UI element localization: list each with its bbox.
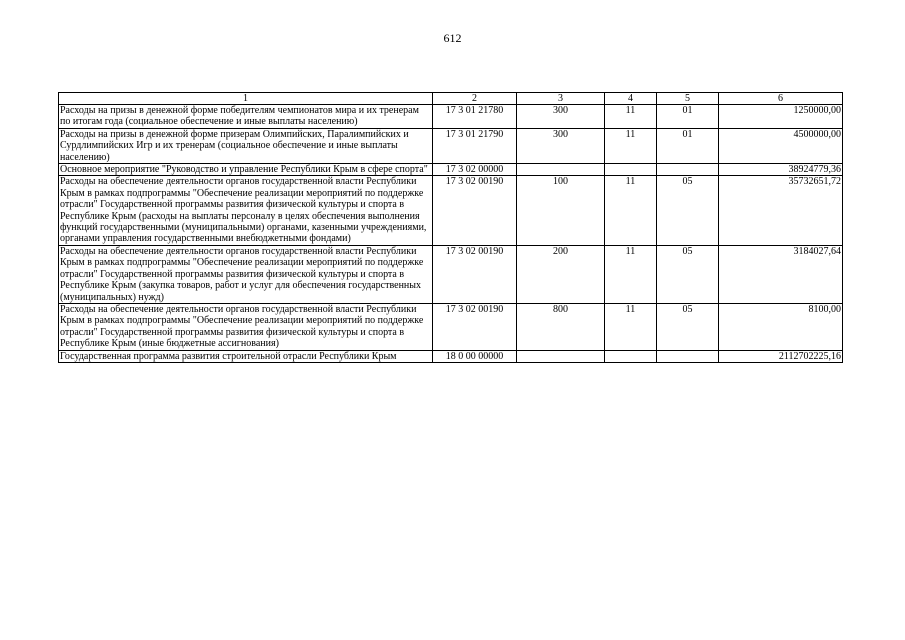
row-expense-type: 300 xyxy=(517,105,605,129)
table-row xyxy=(59,350,843,362)
row-target-code: 17 3 02 00000 xyxy=(433,164,517,176)
row-section: 11 xyxy=(605,176,657,245)
row-subsection xyxy=(657,164,719,176)
column-header-4: 4 xyxy=(605,93,657,105)
row-subsection: 01 xyxy=(657,128,719,163)
row-target-code: 18 0 00 00000 xyxy=(433,350,517,362)
row-amount: 2112702225,16 xyxy=(719,350,843,362)
row-target-code: 17 3 01 21780 xyxy=(433,105,517,129)
row-name: Расходы на призы в денежной форме призерам Олимпийских, Паралимпийских и Сурдлимпийских Игр и их тренерам (социальное обеспечение и иные выплаты населению) xyxy=(59,128,433,163)
table-row xyxy=(59,128,843,163)
row-expense-type: 200 xyxy=(517,245,605,303)
row-amount: 35732651,72 xyxy=(719,176,843,245)
page-number: 612 xyxy=(443,31,462,45)
row-section: 11 xyxy=(605,128,657,163)
row-name: Государственная программа развития строительной отрасли Республики Крым xyxy=(59,350,433,362)
row-section xyxy=(605,164,657,176)
column-header-5: 5 xyxy=(657,93,719,105)
row-target-code: 17 3 02 00190 xyxy=(433,303,517,350)
column-header-2: 2 xyxy=(433,93,517,105)
row-amount: 1250000,00 xyxy=(719,105,843,129)
budget-table xyxy=(58,92,843,363)
row-amount: 38924779,36 xyxy=(719,164,843,176)
row-subsection xyxy=(657,350,719,362)
row-name: Основное мероприятие "Руководство и управление Республики Крым в сфере спорта" xyxy=(59,164,433,176)
row-expense-type xyxy=(517,164,605,176)
column-header-1: 1 xyxy=(59,93,433,105)
column-header-6: 6 xyxy=(719,93,843,105)
row-section xyxy=(605,350,657,362)
row-name: Расходы на обеспечение деятельности органов государственной власти Республики Крым в рамках подпрограммы "Обеспечение реализации мероприятий по поддержке отрасли" Государственной программы развития физической культуры и спорта в Республике Крым (расходы на выплаты персоналу в целях обеспечения выполнения функций государственными (муниципальными) органами, казенными учреждениями, органами управления государственными внебюджетными фондами) xyxy=(59,176,433,245)
table-row xyxy=(59,176,843,245)
row-subsection: 05 xyxy=(657,176,719,245)
row-expense-type: 800 xyxy=(517,303,605,350)
row-section: 11 xyxy=(605,245,657,303)
row-target-code: 17 3 02 00190 xyxy=(433,176,517,245)
row-name: Расходы на обеспечение деятельности органов государственной власти Республики Крым в рамках подпрограммы "Обеспечение реализации мероприятий по поддержке отрасли" Государственной программы развития физической культуры и спорта в Республике Крым (иные бюджетные ассигнования) xyxy=(59,303,433,350)
column-header-3: 3 xyxy=(517,93,605,105)
row-expense-type xyxy=(517,350,605,362)
header-row xyxy=(59,93,843,105)
row-section: 11 xyxy=(605,105,657,129)
row-name: Расходы на призы в денежной форме победителям чемпионатов мира и их тренерам по итогам года (социальное обеспечение и иные выплаты населению) xyxy=(59,105,433,129)
row-amount: 3184027,64 xyxy=(719,245,843,303)
row-name: Расходы на обеспечение деятельности органов государственной власти Республики Крым в рамках подпрограммы "Обеспечение реализации мероприятий по поддержке отрасли" Государственной программы развития физической культуры и спорта в Республике Крым (закупка товаров, работ и услуг для обеспечения государственных (муниципальных) нужд) xyxy=(59,245,433,303)
row-subsection: 05 xyxy=(657,303,719,350)
row-amount: 4500000,00 xyxy=(719,128,843,163)
row-amount: 8100,00 xyxy=(719,303,843,350)
row-expense-type: 300 xyxy=(517,128,605,163)
table-row xyxy=(59,245,843,303)
row-subsection: 05 xyxy=(657,245,719,303)
row-target-code: 17 3 02 00190 xyxy=(433,245,517,303)
row-subsection: 01 xyxy=(657,105,719,129)
table-row xyxy=(59,303,843,350)
row-target-code: 17 3 01 21790 xyxy=(433,128,517,163)
table-row xyxy=(59,164,843,176)
table-row xyxy=(59,105,843,129)
row-section: 11 xyxy=(605,303,657,350)
row-expense-type: 100 xyxy=(517,176,605,245)
